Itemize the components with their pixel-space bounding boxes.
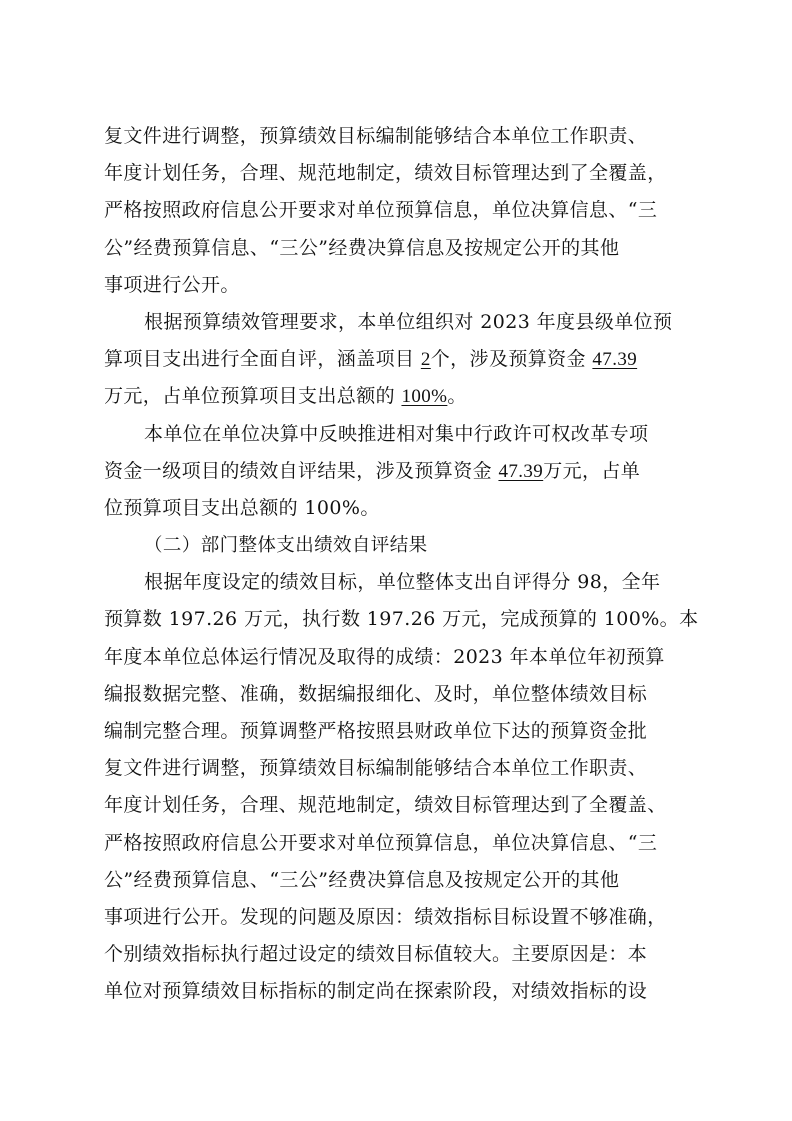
paragraph-start: 根据预算绩效管理要求，本单位组织对 2023 年度县级单位预 (144, 310, 673, 333)
text-line: 年度计划任务，合理、规范地制定，绩效目标管理达到了全覆盖， (104, 162, 667, 185)
text-line: 预算数 197.26 万元，执行数 197.26 万元，完成预算的 100%。本 (104, 608, 699, 631)
text-line: 单位对预算绩效目标指标的制定尚在探索阶段，对绩效指标的设 (104, 980, 648, 1003)
text-line: 事项进行公开。发现的问题及原因：绩效指标目标设置不够准确， (104, 905, 667, 928)
text-line: 算项目支出进行全面自评，涵盖项目 2个，涉及预算资金 47.39 (104, 348, 638, 371)
section-heading: （二）部门整体支出绩效自评结果 (144, 535, 428, 557)
document-page (104, 118, 700, 1011)
text-line: 严格按照政府信息公开要求对单位预算信息，单位决算信息、“三 (104, 199, 658, 222)
project-count: 2 (420, 349, 431, 371)
text-line: 复文件进行调整，预算绩效目标编制能够结合本单位工作职责、 (104, 125, 648, 147)
budget-amount: 47.39 (498, 460, 544, 482)
budget-percent: 100% (401, 386, 448, 408)
text-line: 复文件进行调整，预算绩效目标编制能够结合本单位工作职责、 (104, 757, 648, 780)
text-line: 公”经费预算信息、“三公”经费决算信息及按规定公开的其他 (104, 236, 620, 259)
text-line: 位预算项目支出总额的 100%。 (104, 496, 380, 519)
text-line: 个别绩效指标执行超过设定的绩效目标值较大。主要原因是：本 (104, 943, 648, 966)
text-line: 事项进行公开。 (104, 273, 240, 296)
text-line: 万元，占单位预算项目支出总额的 100%。 (104, 385, 467, 408)
text-line: 编报数据完整、准确，数据编报细化、及时，单位整体绩效目标 (104, 682, 648, 705)
text-line: 资金一级项目的绩效自评结果，涉及预算资金 47.39万元，占单 (104, 459, 641, 482)
paragraph-start: 本单位在单位决算中反映推进相对集中行政许可权改革专项 (144, 422, 649, 445)
text-line: 年度计划任务，合理、规范地制定，绩效目标管理达到了全覆盖、 (104, 794, 667, 817)
text-line: 严格按照政府信息公开要求对单位预算信息，单位决算信息、“三 (104, 831, 658, 854)
text-line: 年度本单位总体运行情况及取得的成绩：2023 年本单位年初预算 (104, 645, 665, 668)
paragraph-start: 根据年度设定的绩效目标，单位整体支出自评得分 98，全年 (144, 571, 661, 594)
budget-amount: 47.39 (592, 349, 638, 371)
text-line: 公”经费预算信息、“三公”经费决算信息及按规定公开的其他 (104, 868, 620, 891)
text-line: 编制完整合理。预算调整严格按照县财政单位下达的预算资金批 (104, 720, 648, 742)
